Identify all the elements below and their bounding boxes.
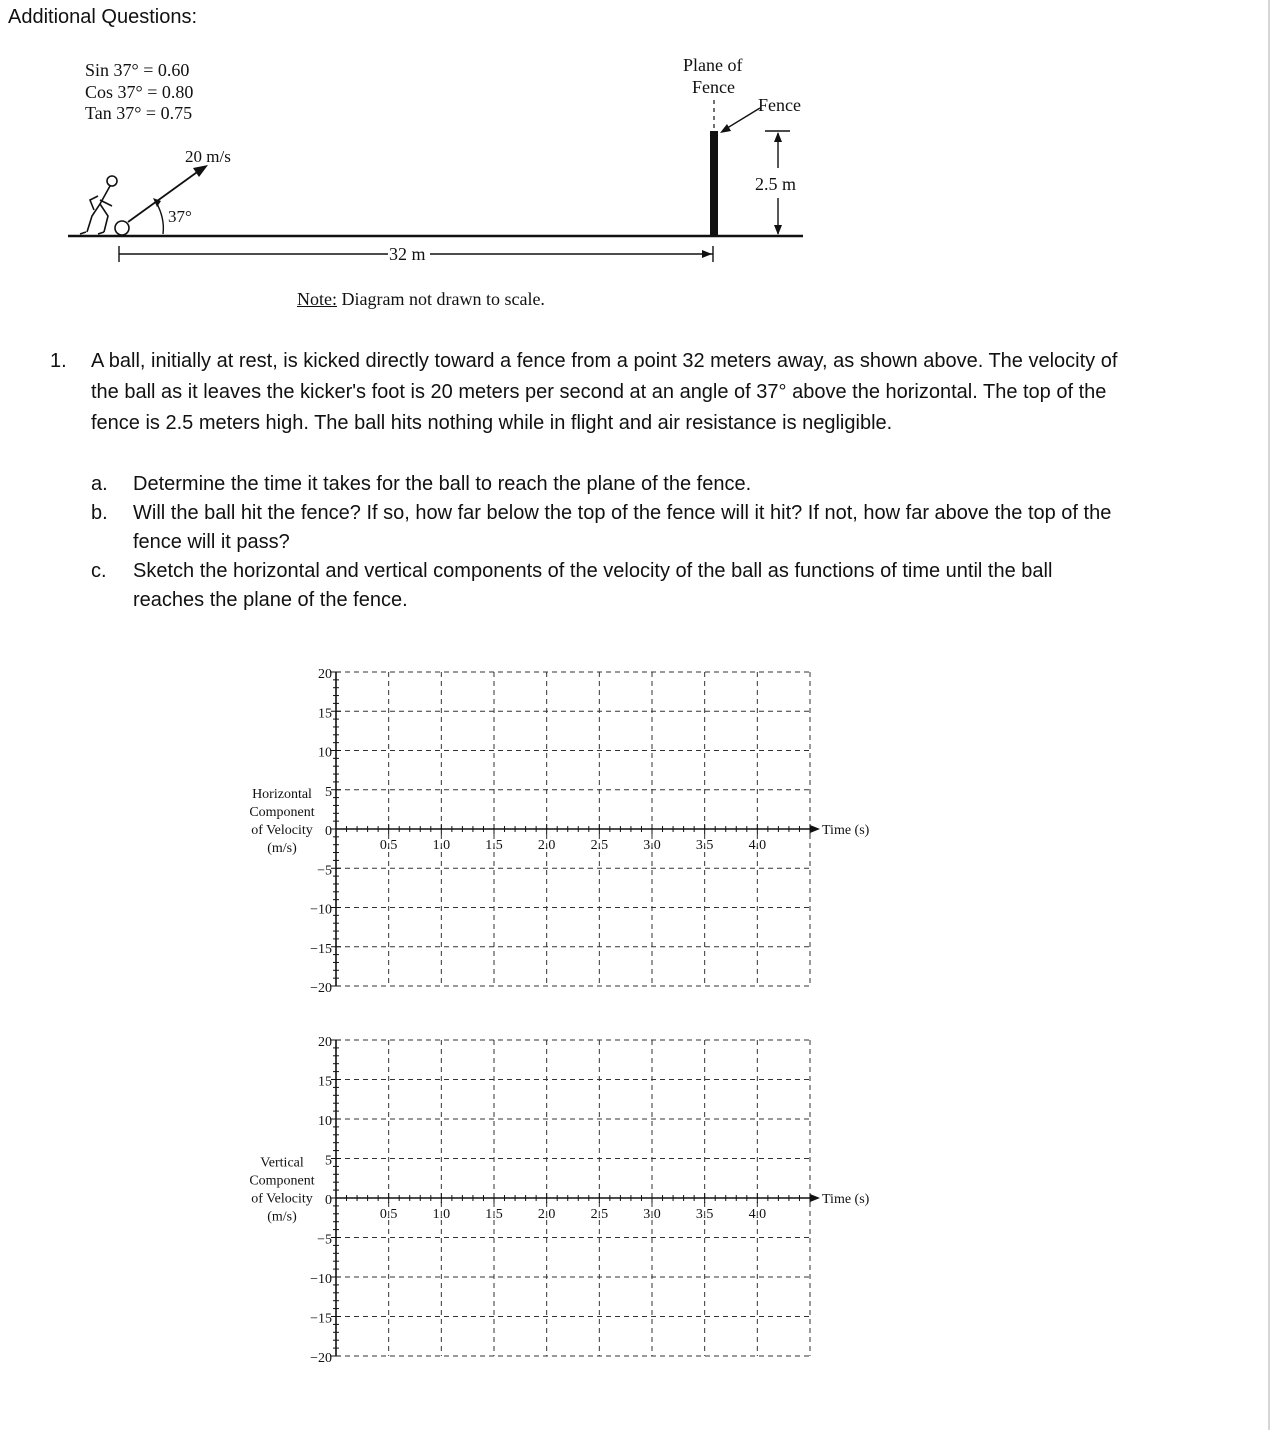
diagram-note: [297, 289, 545, 310]
x-tick-label: 4.0: [748, 1207, 767, 1222]
horizontal-velocity-graph: [0, 660, 900, 1000]
x-tick-label: 1.0: [432, 838, 451, 853]
y-axis-label-line: of Velocity: [251, 822, 313, 838]
y-tick-label: −10: [310, 902, 332, 918]
y-tick-label: −15: [310, 1311, 332, 1327]
question-text: A ball, initially at rest, is kicked directly toward a fence from a point 32 meters away, as shown above. The velocity of the ball as it leaves the kicker's foot is 20 meters per second at an angle of 37° above the horizontal. The top of the fence is 2.5 meters high. The ball hits nothing while in flight and air resistance is negligible.: [91, 350, 1118, 434]
y-axis-label-line: Component: [249, 1173, 315, 1189]
kicker-figure-icon: [80, 176, 117, 234]
question-number: 1.: [50, 350, 67, 372]
trig-cos: Cos 37° = 0.80: [85, 82, 194, 102]
note-prefix: Note:: [297, 289, 337, 309]
angle-label: 37°: [168, 207, 192, 226]
y-tick-label: −5: [317, 863, 332, 879]
y-tick-label: 15: [318, 706, 332, 722]
part-text: Sketch the horizontal and vertical components of the velocity of the ball as functions of time until the ball reaches the plane of the fence.: [133, 560, 1053, 611]
y-tick-label: 5: [325, 784, 332, 800]
plane-label-line2: Fence: [692, 77, 735, 97]
y-tick-label: 15: [318, 1074, 332, 1090]
y-tick-label: 0: [325, 824, 332, 839]
x-axis-arrowhead-icon: [810, 825, 820, 833]
x-tick-label: 2.5: [590, 838, 609, 853]
velocity-arrowhead-icon: [193, 165, 208, 177]
page-edge: [1268, 0, 1270, 1430]
distance-label: 32 m: [389, 244, 426, 264]
y-tick-label: −20: [310, 981, 332, 996]
y-axis-label-line: of Velocity: [251, 1191, 313, 1207]
x-tick-label: 1.5: [485, 838, 503, 853]
graph-labels: [249, 667, 869, 996]
graph-axes: [331, 1040, 820, 1356]
fence-pointer-arrowhead-icon: [720, 124, 731, 133]
kick-diagram: [0, 40, 880, 280]
velocity-label: 20 m/s: [185, 147, 231, 166]
x-tick-label: 2.5: [590, 1207, 609, 1222]
x-tick-label: 3.0: [643, 838, 661, 853]
trig-sin: Sin 37° = 0.60: [85, 60, 190, 80]
graph-axes: [331, 672, 820, 986]
x-tick-label: 3.0: [643, 1207, 661, 1222]
y-tick-label: −15: [310, 941, 332, 957]
plane-label-line1: Plane of: [683, 55, 743, 75]
fence-pointer: [724, 108, 760, 130]
y-tick-label: 20: [318, 667, 332, 682]
part-text: Will the ball hit the fence? If so, how far below the top of the fence will it hit? If not, how far above the top of the fence will it pass?: [133, 502, 1112, 553]
y-tick-label: 20: [318, 1035, 332, 1050]
x-tick-label: 4.0: [748, 838, 767, 853]
x-axis-label: Time (s): [822, 1192, 870, 1207]
part-letter: b.: [91, 502, 108, 524]
y-axis-label-line: (m/s): [267, 1209, 297, 1225]
x-tick-label: 0.5: [379, 838, 398, 853]
y-axis-label-line: Horizontal: [252, 786, 312, 802]
height-arrowhead-top-icon: [774, 132, 782, 142]
y-axis-label-line: Component: [249, 804, 315, 820]
y-tick-label: 0: [325, 1193, 332, 1208]
x-tick-label: 1.0: [432, 1207, 451, 1222]
height-arrowhead-bottom-icon: [774, 225, 782, 235]
part-text: Determine the time it takes for the ball to reach the plane of the fence.: [133, 473, 752, 495]
x-tick-label: 2.0: [537, 838, 556, 853]
x-tick-label: 0.5: [379, 1207, 398, 1222]
vertical-velocity-graph: [0, 1028, 900, 1373]
fence-post: [710, 131, 718, 237]
fence-label: Fence: [758, 95, 801, 115]
y-axis-label-line: (m/s): [267, 840, 297, 856]
x-tick-label: 3.5: [695, 1207, 714, 1222]
x-axis-arrowhead-icon: [810, 1194, 820, 1202]
y-axis-label-line: Vertical: [260, 1155, 304, 1171]
distance-arrowhead-icon: [702, 250, 712, 258]
note-text: Diagram not drawn to scale.: [337, 289, 545, 309]
y-tick-label: 10: [318, 1114, 332, 1129]
x-axis-label: Time (s): [822, 823, 870, 838]
height-label: 2.5 m: [755, 174, 797, 194]
x-tick-label: 3.5: [695, 838, 714, 853]
graph-labels: [249, 1035, 869, 1366]
x-tick-label: 2.0: [537, 1207, 556, 1222]
trig-tan: Tan 37° = 0.75: [85, 103, 193, 123]
part-letter: c.: [91, 560, 107, 582]
x-tick-label: 1.5: [485, 1207, 503, 1222]
y-tick-label: 10: [318, 745, 332, 761]
y-tick-label: 5: [325, 1153, 332, 1169]
ball-icon: [115, 221, 129, 235]
y-tick-label: −20: [310, 1351, 332, 1366]
y-tick-label: −10: [310, 1272, 332, 1287]
y-tick-label: −5: [317, 1232, 332, 1248]
page-title: Additional Questions:: [8, 6, 198, 28]
part-letter: a.: [91, 473, 108, 495]
